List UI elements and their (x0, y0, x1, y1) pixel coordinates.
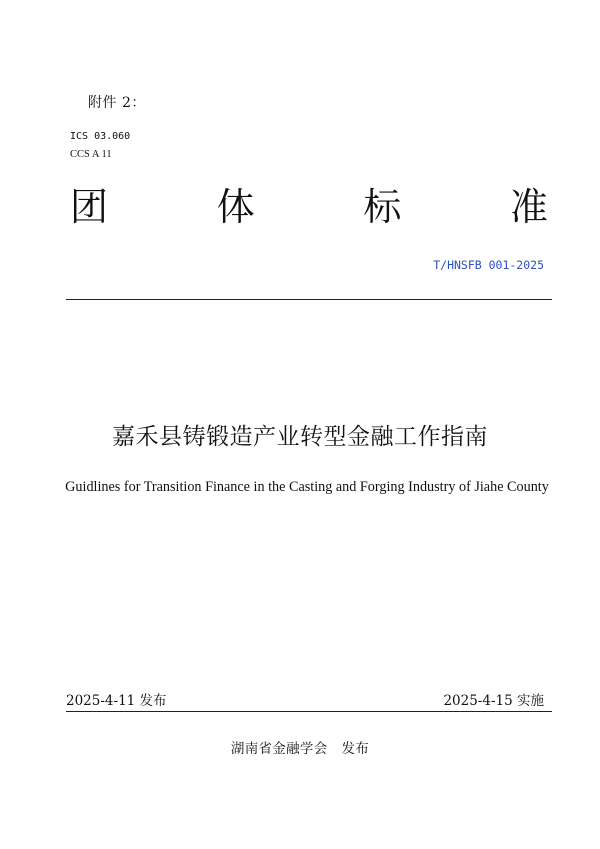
top-divider (66, 299, 552, 300)
chinese-title: 嘉禾县铸锻造产业转型金融工作指南 (112, 424, 488, 450)
document-type-char: 准 (509, 185, 548, 229)
issuer-line (0, 737, 600, 757)
document-type-char: 团 (70, 185, 109, 229)
ics-code: ICS 03.060 (70, 131, 131, 142)
issuer-action: 发布 (341, 741, 370, 757)
document-type-char: 标 (363, 185, 402, 229)
bottom-divider (66, 711, 552, 712)
document-type-heading (70, 182, 548, 232)
standard-number: T/HNSFB 001-2025 (433, 258, 544, 272)
document-type-char: 体 (216, 185, 255, 229)
attachment-label: 附件 2： (88, 95, 146, 111)
english-title: Guidlines for Transition Finance in the Casting and Forging Industry of Jiahe County (65, 479, 549, 495)
issuer-organization: 湖南省金融学会 (230, 741, 328, 757)
ccs-code: CCS A 11 (70, 149, 112, 160)
publish-date: 2025-4-11 发布 (66, 693, 167, 709)
implementation-date: 2025-4-15 实施 (443, 693, 544, 709)
